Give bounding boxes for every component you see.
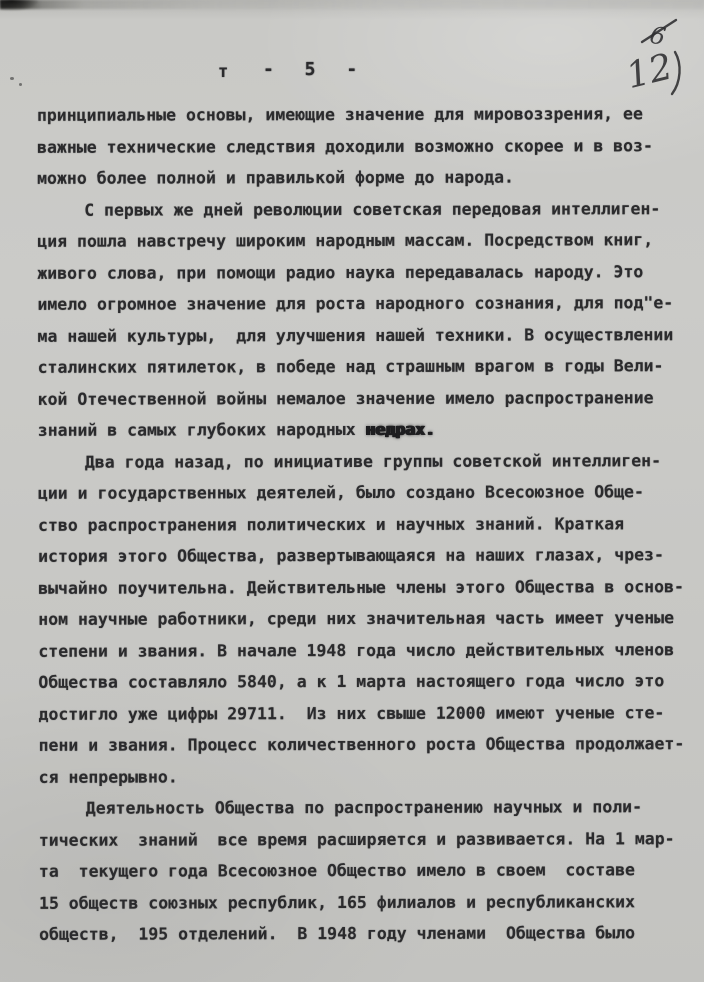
text-segment: знаний в самых глубоких народных <box>37 419 366 440</box>
sheet-number-text: 12 <box>622 46 677 98</box>
text-line: ма нашей культуры, для улучшения нашей техники. В осуществлении <box>37 324 674 346</box>
text-line: кой Отечественной войны немалое значение имело распространение <box>37 387 654 409</box>
text-line: ция пошла навстречу широким народным массам. Посредством книг, <box>37 230 654 251</box>
handwriting-svg <box>618 12 704 104</box>
text-line: та текущего года Всесоюзное Общество имело в своем составе <box>38 860 635 881</box>
text-line: достигло уже цифры 29711. Из них свыше 12000 имеют ученые сте- <box>38 702 665 724</box>
text-line: история этого Общества, развертывающаяся на наших глазах, чрез- <box>38 545 664 566</box>
smudged-word: недрах. <box>365 419 436 439</box>
page-number: - 5 - <box>263 59 365 80</box>
text-line: важные технические следствия доходили возможно скорее и в воз- <box>36 135 653 157</box>
text-line: ство распространения политических и научных знаний. Краткая <box>37 513 625 535</box>
scan-corner-smudge <box>0 0 38 11</box>
text-line: пени и звания. Процесс количественного роста Общества продолжает- <box>38 734 685 755</box>
page-header <box>0 59 704 89</box>
text-line: тических знаний все время расширяется и развивается. На 1 мар- <box>38 828 675 850</box>
text-line: Деятельность Общества по распространению научных и поли- <box>85 797 643 818</box>
text-line: С первых же дней революции советская передовая интеллиген- <box>84 198 661 220</box>
header-stray-char: т <box>218 62 229 82</box>
text-line: можно более полной и правилькой форме до народа. <box>37 167 514 188</box>
crossed-mark-text: 6 <box>647 20 669 52</box>
typewritten-text <box>36 98 685 950</box>
text-line: вычайно поучительна. Действительные члены этого Общества в основ- <box>38 576 684 598</box>
text-line: ся непрерывно. <box>38 766 178 787</box>
text-line: степени и звания. В начале 1948 года число действительных членов <box>38 639 675 661</box>
text-line <box>38 413 674 446</box>
text-line: живого слова, при помощи радио наука передавалась народу. Это <box>37 261 644 283</box>
text-line: Два года назад, по инициативе группы советской интеллиген- <box>84 450 662 472</box>
text-line: принципиальные основы, имеющие значение для мировоззрения, ее <box>36 104 643 125</box>
handwritten-annotation <box>618 12 704 104</box>
text-line: 15 обществ союзных республик, 165 филиалов и республиканских <box>38 891 636 913</box>
text-line: сталинских пятилеток, в победе над страшным врагом в годы Вели- <box>37 356 664 377</box>
text-line: ном научные работники, среди них значительная часть имеет ученые <box>38 608 675 629</box>
text-line: обществ, 195 отделений. В 1948 году членами Общества было <box>39 923 636 944</box>
text-line: имело огромное значение для роста народного сознания, для под"е- <box>37 293 674 314</box>
text-line: Общества составляло 5840, а к 1 марта настоящего года число это <box>38 671 665 692</box>
text-line: ции и государственных деятелей, было создано Всесоюзное Обще- <box>37 482 644 503</box>
scan-edge-artifact <box>0 0 704 9</box>
